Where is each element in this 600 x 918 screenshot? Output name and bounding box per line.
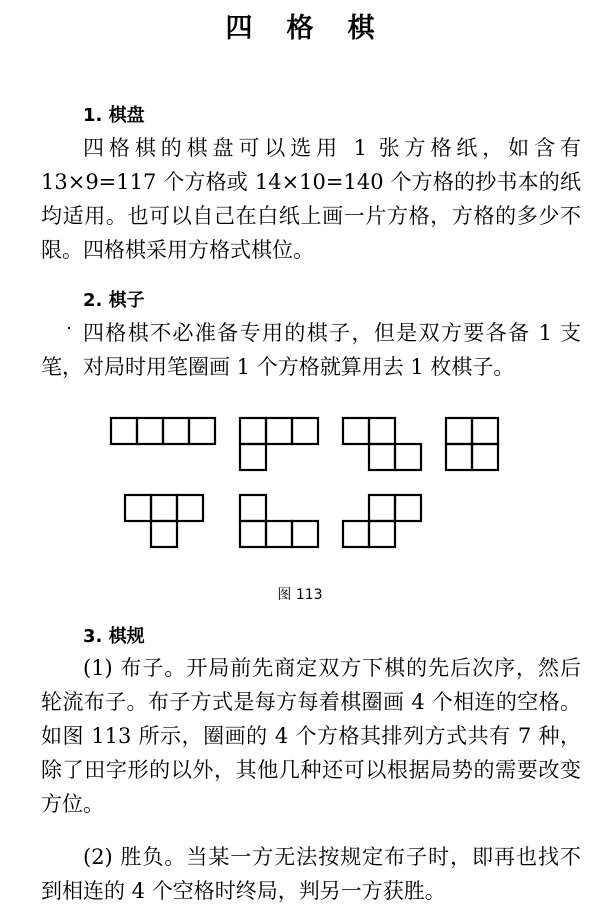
section-heading-board: 1. 棋盘 xyxy=(83,105,145,126)
tetromino-i-piece xyxy=(111,418,215,444)
figure-caption: 图 113 xyxy=(277,587,323,603)
tetromino-s-piece xyxy=(343,495,421,547)
tetromino-figure xyxy=(0,400,600,570)
paragraph-rules-victory: (2) 胜负。当某一方无法按规定布子时，即再也找不到相连的 4 个空格时终局，判另一方获胜。 xyxy=(41,845,581,903)
section-heading-pieces: 2. 棋子 xyxy=(83,290,145,311)
section-heading-rules: 3. 棋规 xyxy=(83,626,145,647)
tetromino-l-piece xyxy=(240,418,318,470)
paragraph-pieces: 四格棋不必准备专用的棋子，但是双方要各备 1 支笔，对局时用笔圈画 1 个方格就算用去 1 枚棋子。 xyxy=(41,321,581,379)
tetromino-t-piece xyxy=(125,495,203,547)
tetromino-j-piece xyxy=(240,495,318,547)
tetromino-z-piece xyxy=(343,418,421,470)
page-title: 四格棋 xyxy=(225,13,409,44)
paragraph-rules-placement: (1) 布子。开局前先商定双方下棋的先后次序，然后轮流布子。布子方式是每方每着棋圈画 4 个相连的空格。如图 113 所示，圈画的 4 个方格其排列方式共有 7 种，除了田字形的以外，其他几种还可以根据局势的需要改变方位。 xyxy=(41,656,581,816)
tetromino-o-piece xyxy=(446,418,498,470)
paragraph-board: 四格棋的棋盘可以选用 1 张方格纸，如含有13×9=117 个方格或 14×10=140 个方格的抄书本的纸均适用。也可以自己在白纸上画一片方格，方格的多少不限。四格棋采用方格式棋位。 xyxy=(41,136,581,262)
